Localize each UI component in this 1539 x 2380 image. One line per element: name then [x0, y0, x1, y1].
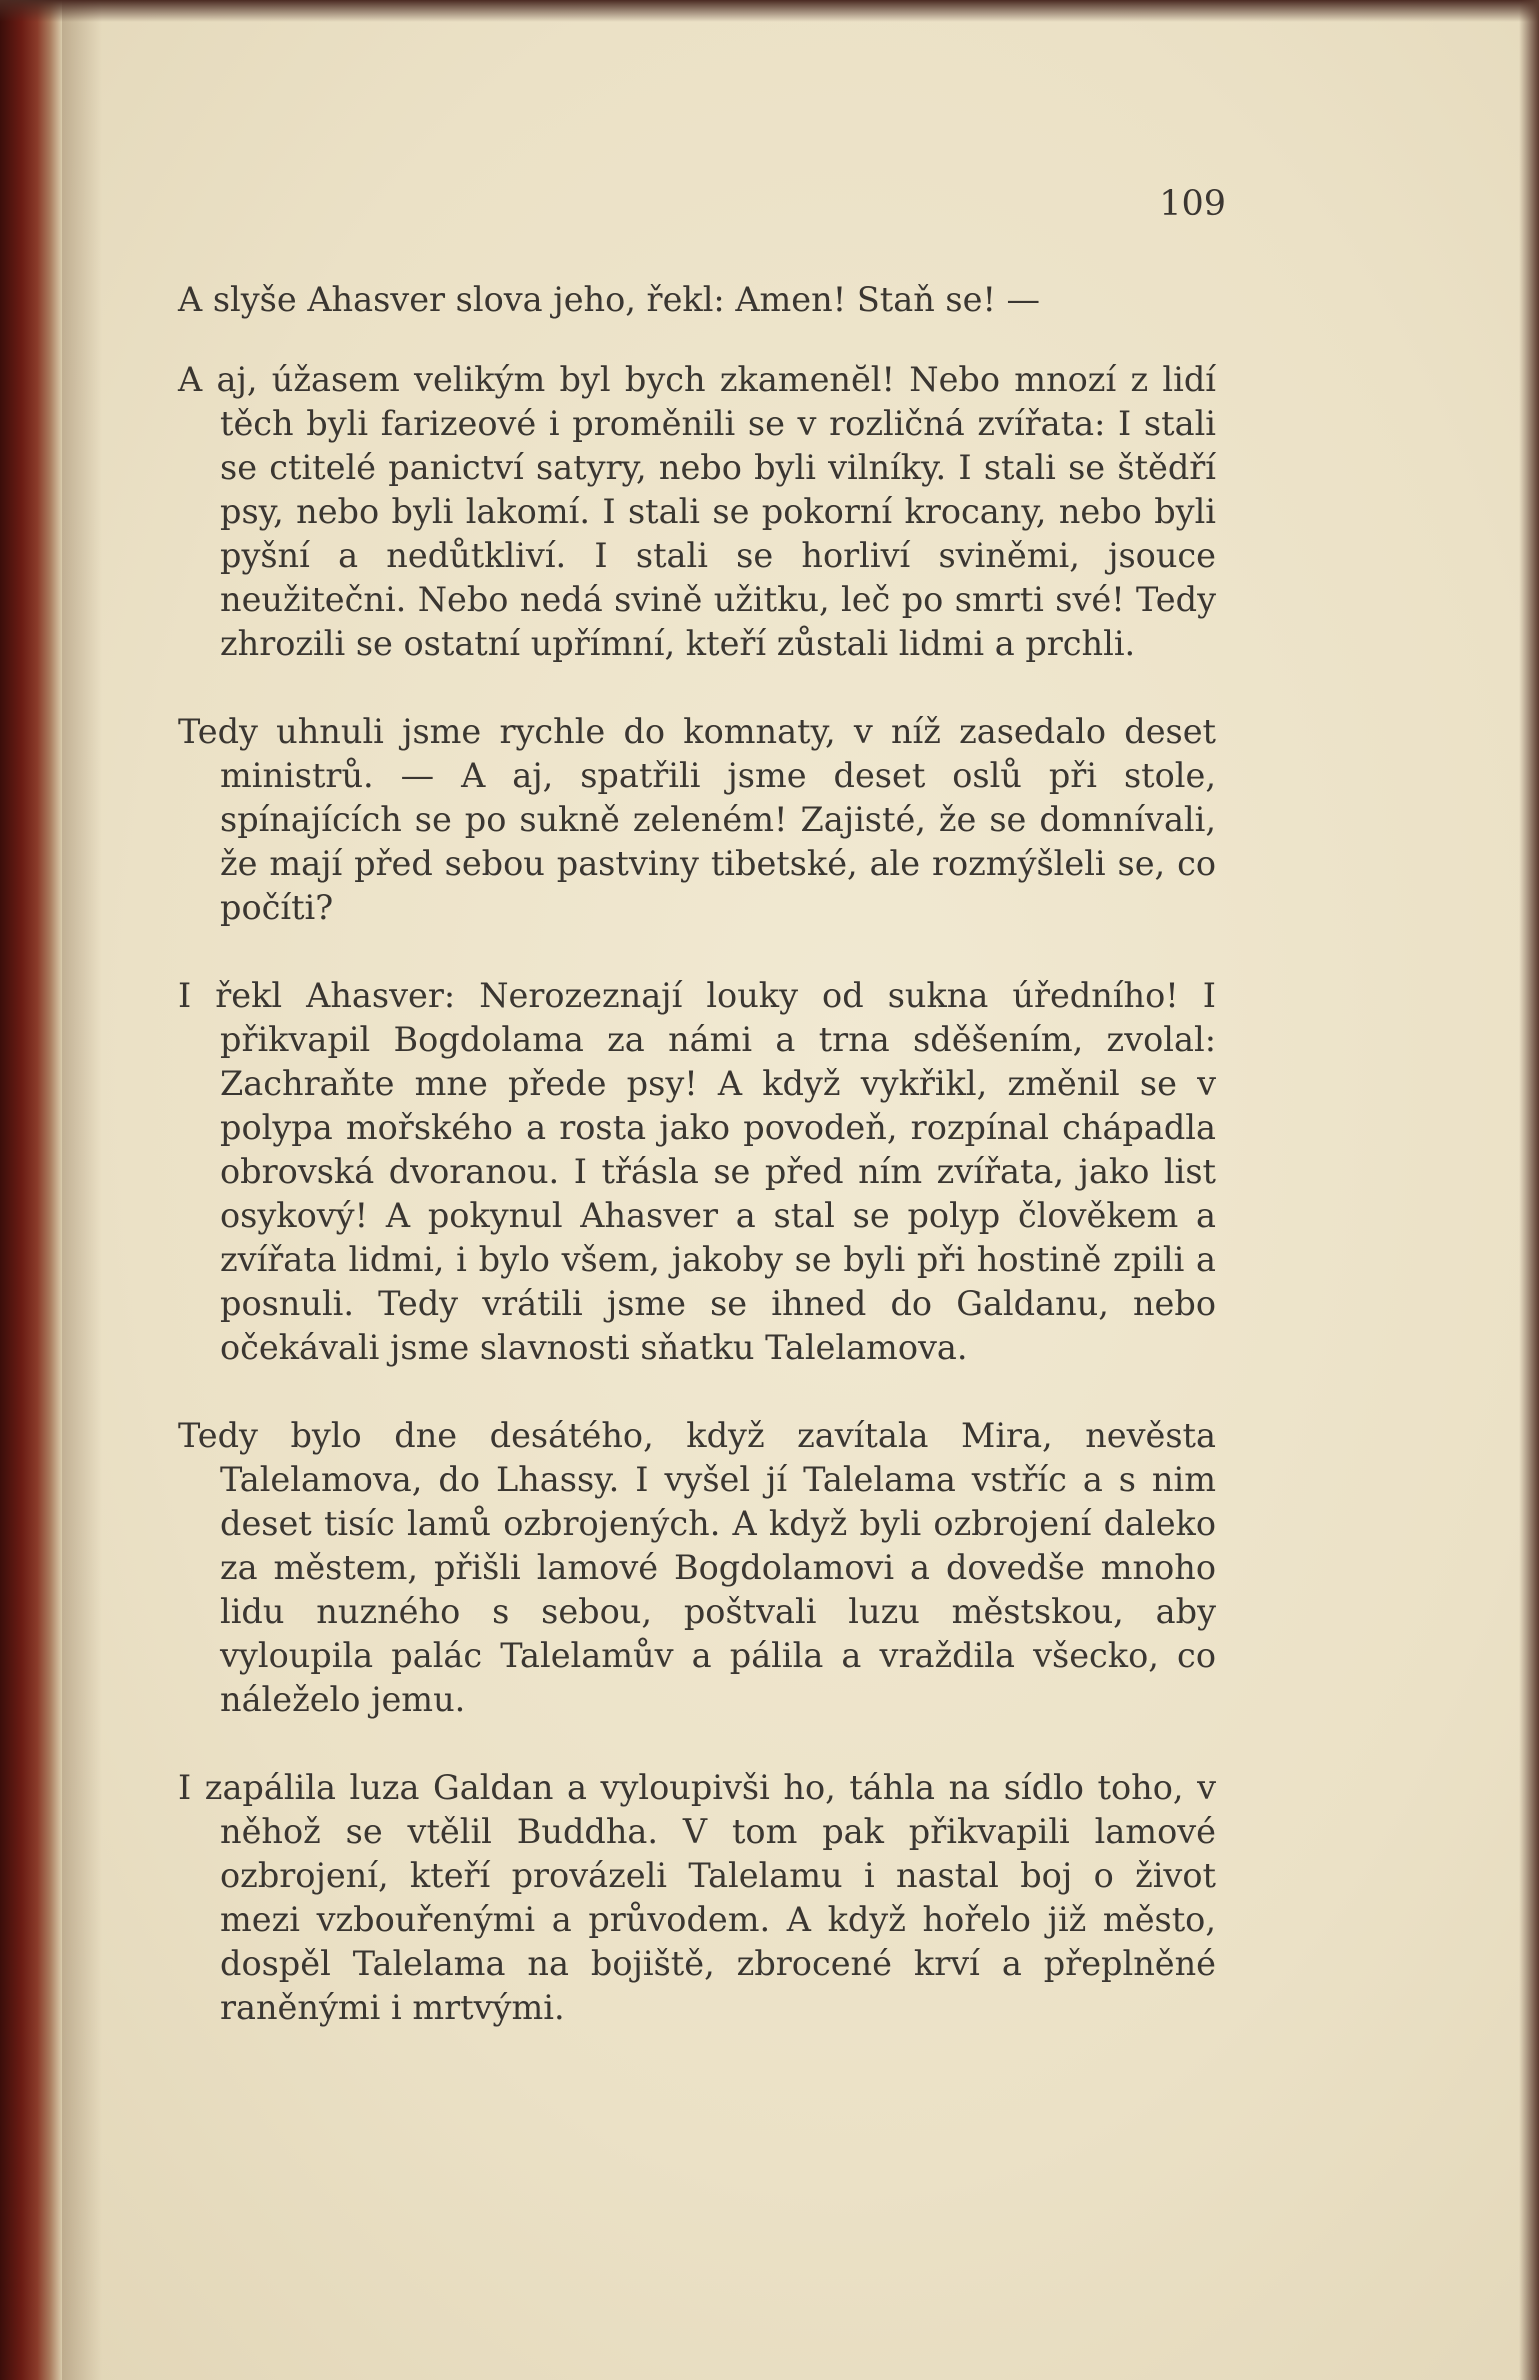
page-right-edge — [1519, 0, 1539, 2380]
paragraph: Tedy uhnuli jsme rychle do komnaty, v níž zasedalo deset ministrů. — A aj, spatřili jsme deset oslů při stole, spínajících se po sukně zeleném! Zajisté, že se domnívali, že mají před sebou pastviny tibetské, ale rozmýšleli se, co počíti? — [178, 712, 1216, 927]
page-number: 109 — [1159, 184, 1226, 224]
page-top-edge — [0, 0, 1539, 22]
paragraph: I řekl Ahasver: Nerozeznají louky od sukna úředního! I přikvapil Bogdolama za námi a trna sděšením, zvolal: Zachraňte mne přede psy! A když vykřikl, změnil se v polypa mořského a rosta jako povodeň, rozpínal chápadla obrovská dvoranou. I třásla se před ním zvířata, jako list osykový! A pokynul Ahasver a stal se polyp člověkem a zvířata lidmi, i bylo všem, jakoby se byli při hostině zpili a posnuli. Tedy vrátili jsme se ihned do Galdanu, nebo očekávali jsme slavnosti sňatku Talelamova. — [178, 976, 1216, 1367]
gutter-shadow — [62, 0, 102, 2380]
paragraph: A aj, úžasem velikým byl bych zkamenĕl! Nebo mnozí z lidí těch byli farizeové i proměnili se v rozličná zvířata: I stali se ctitelé panictví satyry, nebo byli vilníky. I stali se štědří psy, nebo byli lakomí. I stali se pokorní krocany, nebo byli pyšní a nedůtkliví. I stali se horliví sviněmi, jsouce neužitečni. Nebo nedá svině užitku, leč po smrti své! Tedy zhrozili se ostatní upřímní, kteří zůstali lidmi a prchli. — [178, 360, 1216, 663]
book-binding-edge — [0, 0, 62, 2380]
paragraph: A slyše Ahasver slova jeho, řekl: Amen! Staň se! — — [178, 280, 1041, 319]
paragraph: Tedy bylo dne desátého, když zavítala Mira, nevěsta Talelamova, do Lhassy. I vyšel jí Talelama vstříc a s nim deset tisíc lamů ozbrojených. A když byli ozbrojení daleko za městem, přišli lamové Bogdolamovi a dovedše mnoho lidu nuzného s sebou, poštvali luzu městskou, aby vyloupila palác Talelamův a pálila a vraždila všecko, co náleželo jemu. — [178, 1416, 1216, 1719]
body-text — [178, 278, 1216, 2074]
paragraph: I zapálila luza Galdan a vyloupivši ho, táhla na sídlo toho, v něhož se vtělil Buddha. V tom pak přikvapili lamové ozbrojení, kteří provázeli Talelamu i nastal boj o život mezi vzbouřenými a průvodem. A když hořelo již město, dospěl Talelama na bojiště, zbrocené krví a přeplněné raněnými i mrtvými. — [178, 1768, 1216, 2027]
